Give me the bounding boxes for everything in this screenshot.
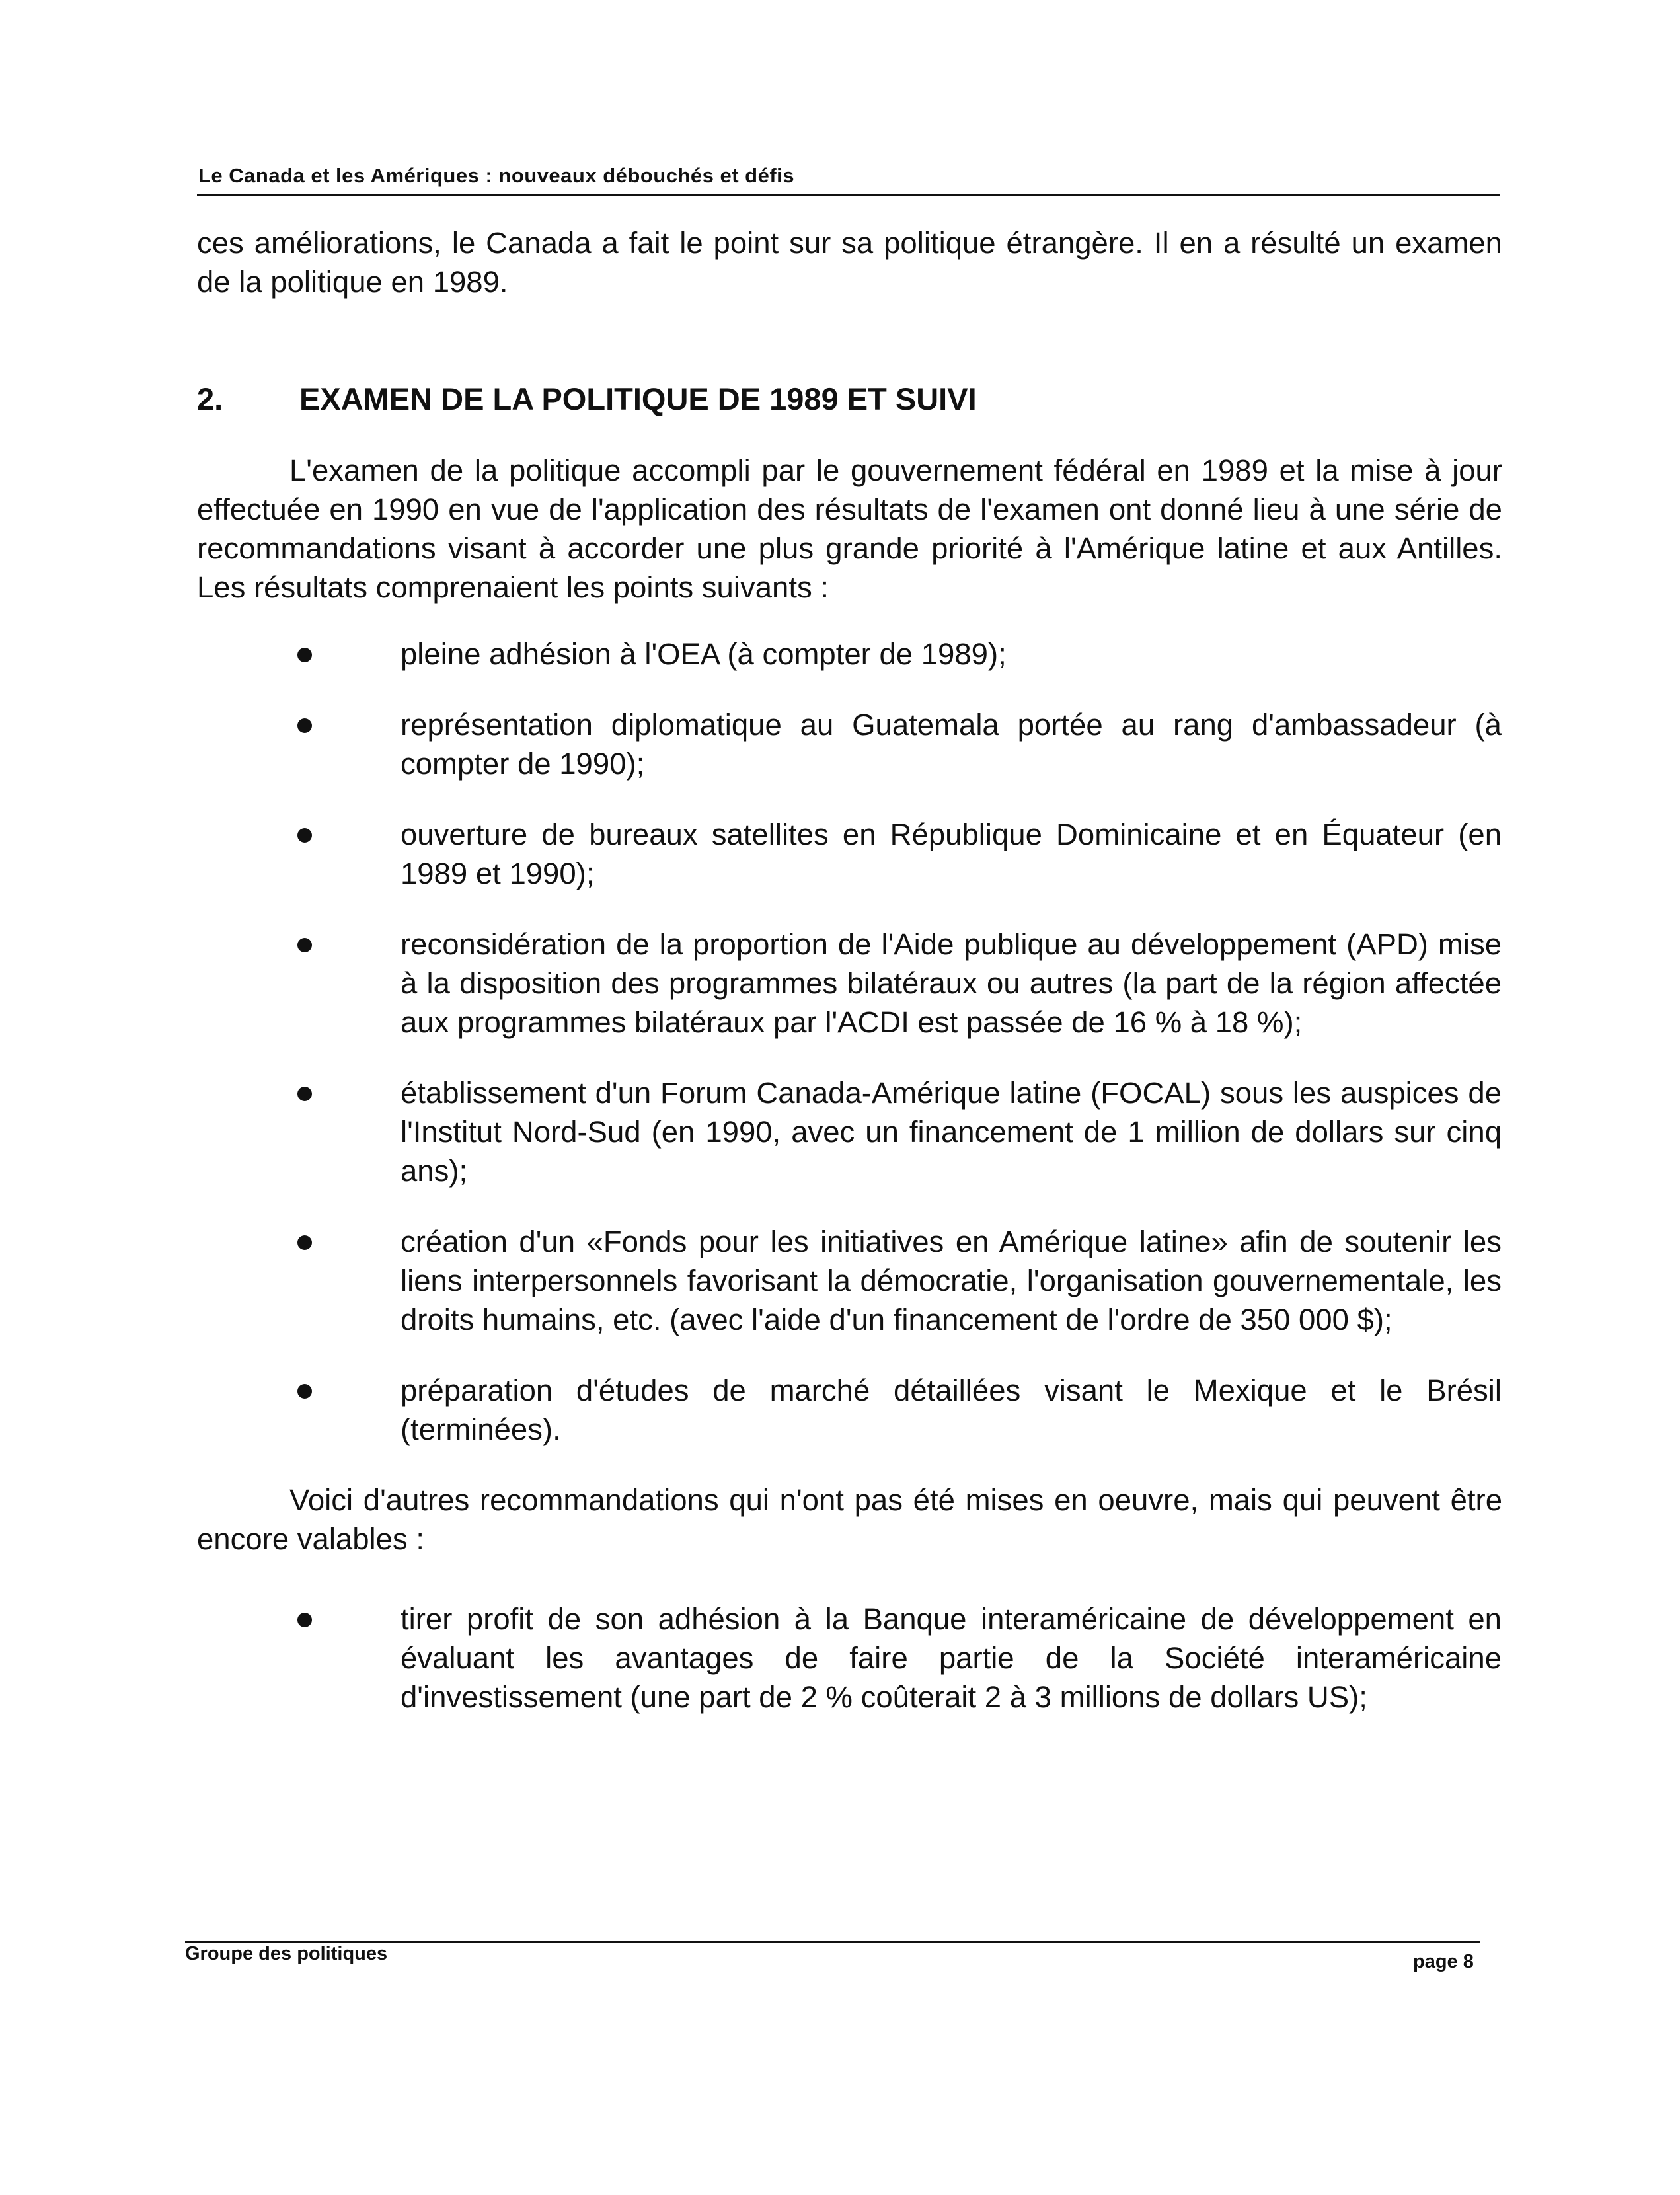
list-item-text: établissement d'un Forum Canada-Amérique latine (FOCAL) sous les auspices de l'Institut Nord-Sud (en 1990, avec un financement de 1 million de dollars sur cinq ans);	[401, 1076, 1502, 1188]
bullet-icon	[297, 1384, 312, 1399]
section-heading	[197, 381, 1502, 417]
paragraph-other-recommendations: Voici d'autres recommandations qui n'ont pas été mises en oeuvre, mais qui peuvent être encore valables :	[197, 1483, 1502, 1556]
page-number: page 8	[1413, 1951, 1474, 1972]
running-header: Le Canada et les Amériques : nouveaux débouchés et défis	[198, 164, 794, 187]
list-item-text: tirer profit de son adhésion à la Banque interaméricaine de développement en évaluant les avantages de faire partie de la Société interaméricaine d'investissement (une part de 2 % coûterait 2 à 3 millions de dollars US);	[401, 1602, 1502, 1714]
list-item-text: représentation diplomatique au Guatemala portée au rang d'ambassadeur (à compter de 1990);	[401, 708, 1502, 781]
list-item	[197, 925, 1502, 1042]
list-item	[197, 635, 1502, 674]
list-item	[197, 1599, 1502, 1716]
page-body	[197, 223, 1502, 1748]
list-item-text: préparation d'études de marché détaillées visant le Mexique et le Brésil (terminées).	[401, 1373, 1502, 1446]
list-item-text: pleine adhésion à l'OEA (à compter de 1989);	[401, 637, 1007, 671]
list-item-text: ouverture de bureaux satellites en République Dominicaine et en Équateur (en 1989 et 1990);	[401, 818, 1502, 890]
list-item	[197, 1073, 1502, 1190]
bullet-icon	[297, 828, 312, 843]
list-item	[197, 705, 1502, 783]
footer-group-name: Groupe des politiques	[185, 1943, 388, 1964]
intro-paragraph: ces améliorations, le Canada a fait le point sur sa politique étrangère. Il en a résulté un examen de la politique en 1989.	[197, 226, 1502, 299]
list-item	[197, 815, 1502, 893]
other-recommendations-list	[197, 1599, 1502, 1716]
bullet-icon	[297, 938, 312, 952]
paragraph-results-intro: L'examen de la politique accompli par le gouvernement fédéral en 1989 et la mise à jour effectuée en 1990 en vue de l'application des résultats de l'examen ont donné lieu à une série de recommandations visant à accorder une plus grande priorité à l'Amérique latine et aux Antilles. Les résultats comprenaient les points suivants :	[197, 453, 1502, 604]
list-item	[197, 1371, 1502, 1449]
section-number: 2.	[197, 381, 223, 416]
bullet-icon	[297, 718, 312, 733]
section-title: EXAMEN DE LA POLITIQUE DE 1989 ET SUIVI	[299, 381, 977, 416]
list-item-text: reconsidération de la proportion de l'Aide publique au développement (APD) mise à la disposition des programmes bilatéraux ou autres (la part de la région affectée aux programmes bilatéraux par l'ACDI est passée de 16 % à 18 %);	[401, 927, 1502, 1039]
bullet-icon	[297, 1613, 312, 1627]
list-item	[197, 1222, 1502, 1339]
bullet-icon	[297, 1235, 312, 1250]
bullet-icon	[297, 1087, 312, 1101]
results-list	[197, 635, 1502, 1449]
list-item-text: création d'un «Fonds pour les initiatives en Amérique latine» afin de soutenir les liens interpersonnels favorisant la démocratie, l'organisation gouvernementale, les droits humains, etc. (avec l'aide d'un financement de l'ordre de 350 000 $);	[401, 1225, 1502, 1336]
header-rule	[197, 194, 1500, 196]
bullet-icon	[297, 648, 312, 662]
